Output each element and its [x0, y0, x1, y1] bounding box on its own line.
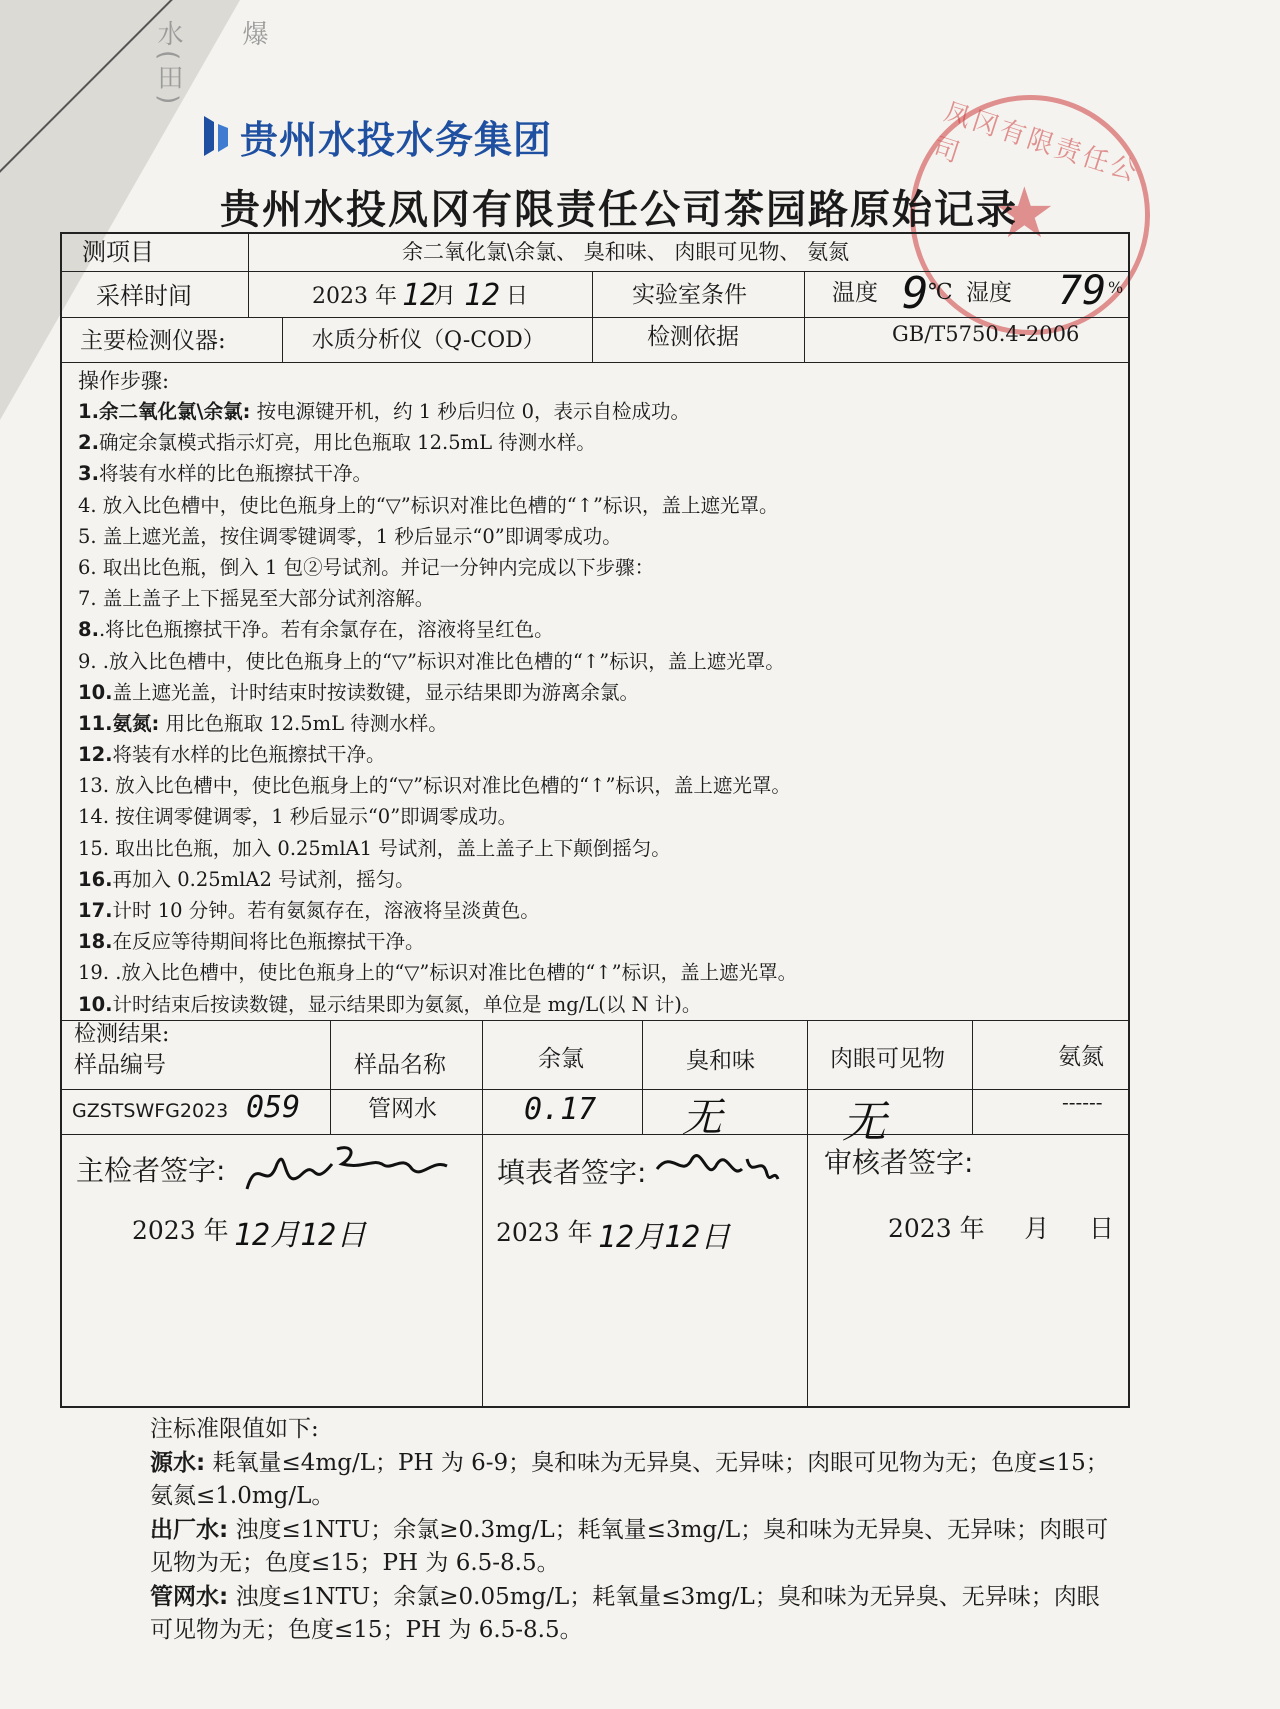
- operation-step: [78, 614, 1118, 645]
- note-item: [150, 1581, 1240, 1648]
- filler-date-handwritten: 12月12日: [598, 1220, 731, 1255]
- results-label: 检测结果:: [74, 1022, 170, 1047]
- step-text: 再加入 0.25mlA2 号试剂，摇匀。: [112, 867, 415, 891]
- operation-step: [78, 521, 1118, 552]
- column-header-sample-id: 样品编号: [74, 1052, 166, 1078]
- operation-step: [78, 989, 1118, 1020]
- operation-step: [78, 926, 1118, 957]
- filler-signature-label: 填表者签字:: [497, 1156, 647, 1189]
- temperature-label: 温度: [832, 280, 878, 306]
- note-item: [150, 1447, 1240, 1514]
- water-drop-logo-icon: [200, 112, 232, 160]
- page-title: 贵州水投凤冈有限责任公司茶园路原始记录: [220, 187, 1018, 233]
- step-number: 11.氨氮:: [78, 711, 160, 735]
- column-header-ammonia: 氨氮: [1058, 1044, 1104, 1070]
- sample-month-handwritten: 12: [402, 278, 439, 313]
- row-divider: [62, 1089, 1128, 1090]
- operation-step: [78, 801, 1118, 832]
- step-text: 计时 10 分钟。若有氨氮存在，溶液将呈淡黄色。: [112, 899, 540, 922]
- step-number: 2.: [78, 431, 99, 455]
- visible-matter-value-handwritten: 无: [842, 1097, 886, 1148]
- bleed-through-text: 爆: [238, 20, 268, 50]
- odor-value-handwritten: 无: [682, 1095, 722, 1141]
- step-text: 在反应等待期间将比色瓶擦拭干净。: [112, 930, 425, 954]
- note-text-continued: 可见物为无；色度≤15；PH 为 6.5-8.5。: [150, 1617, 583, 1643]
- operation-step: [78, 427, 1118, 458]
- step-text: 15. 取出比色瓶，加入 0.25mlA1 号试剂，盖上盖子上下颠倒摇匀。: [78, 836, 671, 860]
- step-number: 10.: [78, 680, 113, 704]
- step-text: 将装有水样的比色瓶擦拭干净。: [112, 743, 386, 767]
- operation-step: [78, 552, 1118, 583]
- sample-day-unit: 日: [506, 284, 529, 309]
- sample-year: 2023 年: [312, 284, 397, 309]
- col-divider: [804, 271, 805, 362]
- step-text: 确定余氯模式指示灯亮，用比色瓶取 12.5mL 待测水样。: [98, 431, 596, 455]
- stamp-text: 凤冈有限责任公司: [929, 97, 1143, 189]
- operation-step: [78, 770, 1118, 801]
- column-header-odor: 臭和味: [686, 1048, 755, 1074]
- inspector-signature: [242, 1134, 462, 1204]
- temperature-unit: ℃: [928, 280, 953, 305]
- col-divider: [482, 1020, 483, 1408]
- operation-step: [78, 957, 1118, 988]
- step-text: 14. 按住调零健调零，1 秒后显示“0”即调零成功。: [78, 805, 518, 829]
- step-number: 17.: [78, 899, 113, 922]
- step-text: 7. 盖上盖子上下摇晃至大部分试剂溶解。: [78, 587, 435, 611]
- note-text-continued: 氨氮≤1.0mg/L。: [150, 1483, 335, 1509]
- operation-step: [78, 646, 1118, 677]
- step-text: 5. 盖上遮光盖，按住调零键调零，1 秒后显示“0”即调零成功。: [78, 524, 622, 548]
- col-divider: [330, 1020, 331, 1134]
- bleed-through-text: 水(田): [153, 20, 183, 109]
- col-divider: [592, 271, 593, 317]
- sample-time-label: 采样时间: [96, 282, 192, 310]
- sample-name-value: 管网水: [368, 1096, 437, 1122]
- note-category: 源水:: [150, 1449, 206, 1476]
- filler-date-year: 2023 年: [496, 1218, 593, 1247]
- operation-step: [78, 677, 1118, 708]
- column-header-sample-name: 样品名称: [354, 1052, 446, 1078]
- column-header-chlorine: 余氯: [538, 1046, 584, 1072]
- operation-step: [78, 895, 1118, 926]
- operation-step: [78, 396, 1118, 427]
- col-divider: [248, 234, 249, 317]
- sample-id-printed: GZSTSWFG2023: [72, 1100, 229, 1122]
- row-divider: [62, 1134, 1128, 1135]
- note-text-continued: 见物为无；色度≤15；PH 为 6.5-8.5。: [150, 1550, 560, 1576]
- reviewer-date: 2023 年 月 日: [888, 1214, 1115, 1243]
- inspector-signature-label: 主检者签字:: [76, 1154, 226, 1187]
- test-basis-label: 检测依据: [647, 324, 739, 350]
- instrument-value: 水质分析仪（Q-COD）: [312, 328, 545, 353]
- column-header-visible-matter: 肉眼可见物: [830, 1046, 945, 1072]
- reviewer-signature-label: 审核者签字:: [824, 1146, 974, 1179]
- record-form: [60, 232, 1130, 1408]
- inspector-date-year: 2023 年: [132, 1216, 229, 1245]
- step-text: 13. 放入比色槽中，使比色瓶身上的“▽”标识对准比色槽的“↑”标识，盖上遮光罩。: [78, 774, 791, 798]
- operation-step: [78, 583, 1118, 614]
- standard-limits-notes: [150, 1413, 1240, 1648]
- inspector-date-handwritten: 12月12日: [234, 1218, 367, 1253]
- ammonia-value: ------: [1062, 1090, 1103, 1114]
- operation-step: [78, 864, 1118, 895]
- note-text: 浊度≤1NTU；余氯≥0.3mg/L；耗氧量≤3mg/L；臭和味为无异臭、无异味；肉眼可: [228, 1516, 1109, 1543]
- test-items-label: 测项目: [82, 238, 154, 266]
- company-logo: [200, 110, 552, 162]
- sample-id-handwritten: 059: [246, 1090, 301, 1125]
- stamp-star-icon: ★: [993, 172, 1056, 254]
- step-number: 1.余二氧化氯\余氯:: [78, 400, 251, 423]
- note-item: [150, 1514, 1240, 1581]
- humidity-handwritten: 79: [1058, 268, 1107, 314]
- row-divider: [62, 362, 1128, 363]
- step-number: 18.: [78, 930, 113, 954]
- step-text: 用比色瓶取 12.5mL 待测水样。: [159, 711, 448, 735]
- logo-text: 贵州水投水务集团: [240, 117, 553, 162]
- humidity-unit: %: [1108, 278, 1124, 297]
- step-text: .将比色瓶擦拭干净。若有余氯存在，溶液将呈红色。: [98, 618, 554, 642]
- notes-list: [150, 1447, 1240, 1648]
- col-divider: [972, 1020, 973, 1134]
- step-text: 将装有水样的比色瓶擦拭干净。: [98, 462, 372, 486]
- operation-steps-title: 操作步骤:: [78, 369, 170, 393]
- test-basis-value: GB/T5750.4-2006: [892, 322, 1080, 346]
- step-text: 9. .放入比色槽中，使比色瓶身上的“▽”标识对准比色槽的“↑”标识，盖上遮光罩。: [78, 649, 785, 673]
- operation-step: [78, 458, 1118, 489]
- step-number: 10.: [78, 992, 113, 1016]
- col-divider: [592, 317, 593, 362]
- row-divider: [62, 317, 1128, 318]
- step-text: 4. 放入比色槽中，使比色瓶身上的“▽”标识对准比色槽的“↑”标识，盖上遮光罩。: [78, 493, 779, 517]
- sample-day-handwritten: 12: [464, 278, 501, 313]
- step-text: 计时结束后按读数键，显示结果即为氨氮，单位是 mg/L(以 N 计)。: [112, 992, 702, 1016]
- step-number: 3.: [78, 462, 99, 486]
- note-text: 浊度≤1NTU；余氯≥0.05mg/L；耗氧量≤3mg/L；臭和味为无异臭、无异味；肉眼: [228, 1583, 1100, 1610]
- step-text: 按电源键开机，约 1 秒后归位 0，表示自检成功。: [250, 400, 691, 423]
- row-divider: [62, 271, 1128, 272]
- operation-step: [78, 490, 1118, 521]
- chlorine-value-handwritten: 0.17: [524, 1092, 597, 1127]
- test-items-value: 余二氧化氯\余氯、 臭和味、 肉眼可见物、 氨氮: [402, 240, 850, 264]
- col-divider: [807, 1020, 808, 1408]
- notes-intro: 注标准限值如下:: [150, 1416, 319, 1442]
- note-category: 管网水:: [150, 1583, 229, 1610]
- step-text: 盖上遮光盖，计时结束时按读数键，显示结果即为游离余氯。: [112, 680, 640, 704]
- step-text: 19. .放入比色槽中，使比色瓶身上的“▽”标识对准比色槽的“↑”标识，盖上遮光罩。: [78, 961, 798, 985]
- instrument-label: 主要检测仪器:: [80, 328, 226, 354]
- steps-list: [78, 396, 1118, 1020]
- col-divider: [282, 317, 283, 362]
- sample-month-unit: 月: [434, 284, 457, 309]
- operation-step: [78, 833, 1118, 864]
- step-number: 12.: [78, 743, 113, 767]
- filler-signature: [652, 1139, 782, 1199]
- note-category: 出厂水:: [150, 1516, 229, 1543]
- step-number: 8.: [78, 618, 99, 642]
- col-divider: [642, 1020, 643, 1134]
- operation-step: [78, 739, 1118, 770]
- lab-conditions-label: 实验室条件: [632, 282, 747, 308]
- humidity-label: 湿度: [966, 280, 1012, 306]
- operation-step: [78, 708, 1118, 739]
- operation-steps: [78, 368, 1118, 1020]
- step-text: 6. 取出比色瓶，倒入 1 包②号试剂。并记一分钟内完成以下步骤：: [78, 555, 655, 579]
- step-number: 16.: [78, 867, 113, 891]
- row-divider: [62, 1020, 1128, 1021]
- temperature-handwritten: 9: [902, 268, 929, 319]
- note-text: 耗氧量≤4mg/L；PH 为 6-9；臭和味为无异臭、无异味；肉眼可见物为无；色度≤15；: [205, 1449, 1109, 1476]
